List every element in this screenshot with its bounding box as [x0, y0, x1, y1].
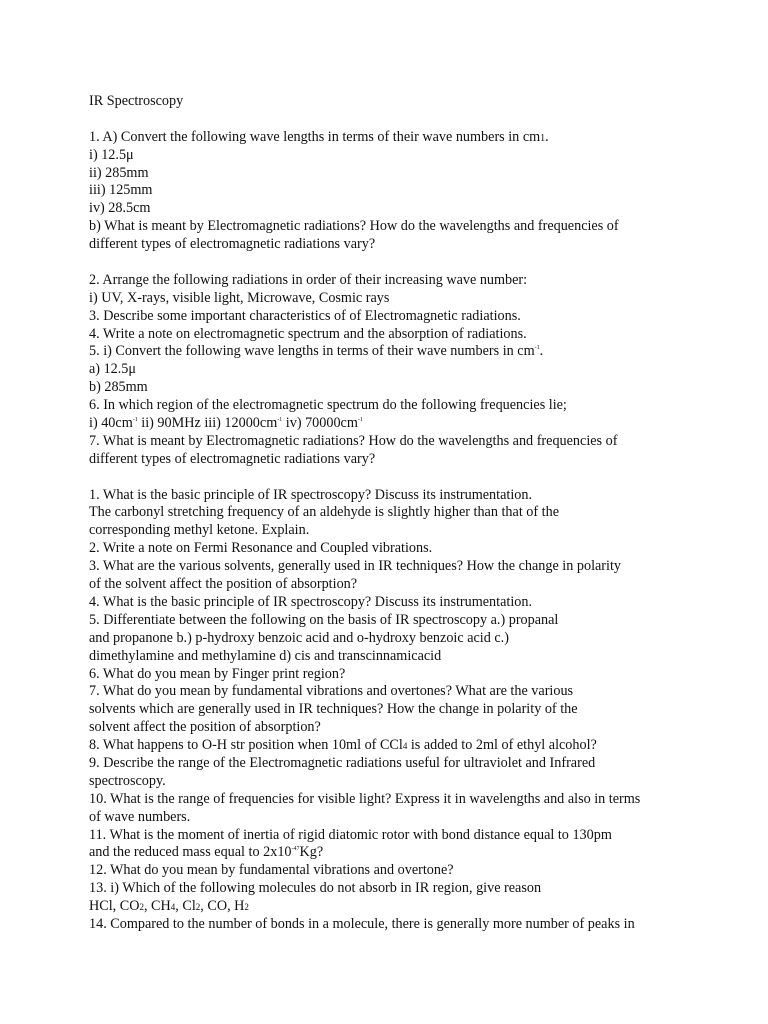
- question-5: [89, 343, 689, 361]
- superscript: -47: [291, 846, 300, 853]
- question-5-item: b) 285mm: [89, 379, 148, 396]
- superscript: -1: [277, 417, 283, 424]
- question-13-molecules: [89, 898, 689, 916]
- question-6-item-text: ii) 90MHz iii) 12000cm: [137, 415, 278, 432]
- question-1-item: i) 12.5μ: [89, 146, 134, 163]
- question-7-line: 7. What is meant by Electromagnetic radiations? How do the wavelengths and frequencies of: [89, 432, 618, 449]
- question-2: 2. Arrange the following radiations in order of their increasing wave number:: [89, 271, 528, 288]
- question-6-items: [89, 415, 689, 433]
- question-line: of wave numbers.: [89, 808, 191, 825]
- question-line: 3. What are the various solvents, generally used in IR techniques? How the change in polarity: [89, 558, 622, 575]
- subscript: 2: [139, 902, 144, 913]
- question-5-item: a) 12.5μ: [89, 361, 137, 378]
- question-13: 13. i) Which of the following molecules do not absorb in IR region, give reason: [89, 880, 542, 897]
- superscript: -1: [132, 417, 138, 424]
- question-line: 10. What is the range of frequencies for visible light? Express it in wavelengths and also in terms: [89, 790, 641, 807]
- question-line: 9. Describe the range of the Electromagnetic radiations useful for ultraviolet and Infrared: [89, 754, 596, 771]
- molecule-text: , CH: [143, 898, 171, 915]
- document-title: IR Spectroscopy: [89, 93, 184, 109]
- question-line: 6. What do you mean by Finger print region?: [89, 665, 346, 682]
- subscript: 2: [244, 902, 249, 913]
- question-1a: [89, 129, 689, 147]
- subscript: 2: [195, 902, 201, 913]
- question-1a-end: .: [545, 128, 549, 145]
- molecule-text: HCl, CO: [89, 898, 140, 915]
- question-line: The carbonyl stretching frequency of an aldehyde is slightly higher than that of the: [89, 504, 560, 521]
- question-line: solvents which are generally used in IR techniques? How the change in polarity of the: [89, 701, 578, 718]
- question-line: 1. What is the basic principle of IR spectroscopy? Discuss its instrumentation.: [89, 486, 533, 503]
- question-line: spectroscopy.: [89, 772, 166, 789]
- ir-questions-block-b: [89, 755, 689, 844]
- question-8-text: 8. What happens to O-H str position when 10ml of CCl: [89, 737, 403, 754]
- blank-line: [89, 469, 689, 487]
- question-1-item: iii) 125mm: [89, 182, 153, 199]
- question-1b-line: different types of electromagnetic radiations vary?: [89, 236, 376, 253]
- molecule-text: , Cl: [175, 898, 196, 915]
- subscript: 4: [402, 741, 408, 752]
- question-12: 12. What do you mean by fundamental vibrations and overtone?: [89, 862, 454, 879]
- question-line: solvent affect the position of absorption?: [89, 719, 321, 736]
- question-6: 6. In which region of the electromagnetic spectrum do the following frequencies lie;: [89, 397, 567, 414]
- question-4: 4. Write a note on electromagnetic spectrum and the absorption of radiations.: [89, 325, 527, 342]
- question-8: [89, 737, 689, 755]
- question-line: 2. Write a note on Fermi Resonance and Coupled vibrations.: [89, 540, 433, 557]
- question-1a-text: 1. A) Convert the following wave lengths in terms of their wave numbers in cm: [89, 128, 541, 145]
- question-5-end: .: [539, 343, 544, 360]
- question-6-item-text: iv) 70000cm: [282, 415, 358, 432]
- question-1-item: ii) 285mm: [89, 164, 149, 181]
- question-3: 3. Describe some important characteristics of of Electromagnetic radiations.: [89, 307, 521, 324]
- question-11-line: [89, 844, 689, 862]
- blank-line: [89, 111, 689, 129]
- question-line: of the solvent affect the position of absorption?: [89, 576, 358, 593]
- subscript: 4: [170, 902, 176, 913]
- question-line: corresponding methyl ketone. Explain.: [89, 522, 310, 539]
- blank-line: [89, 254, 689, 272]
- superscript: -1: [534, 345, 540, 352]
- question-line: 11. What is the moment of inertia of rigid diatomic rotor with bond distance equal to 130pm: [89, 826, 612, 843]
- question-line: dimethylamine and methylamine d) cis and transcinnamicacid: [89, 647, 442, 664]
- question-11-text: and the reduced mass equal to 2x10: [89, 844, 292, 861]
- ir-questions-block-a: [89, 487, 689, 737]
- question-2-items: i) UV, X-rays, visible light, Microwave, Cosmic rays: [89, 289, 390, 306]
- question-line: and propanone b.) p-hydroxy benzoic acid and o-hydroxy benzoic acid c.): [89, 629, 509, 646]
- question-14: 14. Compared to the number of bonds in a molecule, there is generally more number of peaks in: [89, 915, 635, 932]
- question-7-line: different types of electromagnetic radiations vary?: [89, 450, 376, 467]
- question-11-text: Kg?: [299, 844, 324, 861]
- question-8-text: is added to 2ml of ethyl alcohol?: [407, 737, 597, 754]
- question-1a-unit-mark: 1: [540, 132, 546, 144]
- question-line: 5. Differentiate between the following on the basis of IR spectroscopy a.) propanal: [89, 611, 559, 628]
- question-5-text: 5. i) Convert the following wave lengths in terms of their wave numbers in cm: [89, 343, 535, 360]
- molecule-text: , CO, H: [200, 898, 245, 915]
- question-6-item-text: i) 40cm: [89, 415, 133, 432]
- superscript: -1: [357, 417, 363, 424]
- question-line: 4. What is the basic principle of IR spectroscopy? Discuss its instrumentation.: [89, 593, 533, 610]
- document-body: [89, 93, 689, 934]
- question-1-item: iv) 28.5cm: [89, 200, 151, 217]
- question-line: 7. What do you mean by fundamental vibrations and overtones? What are the various: [89, 683, 574, 700]
- question-1b-line: b) What is meant by Electromagnetic radiations? How do the wavelengths and frequencies of: [89, 218, 619, 235]
